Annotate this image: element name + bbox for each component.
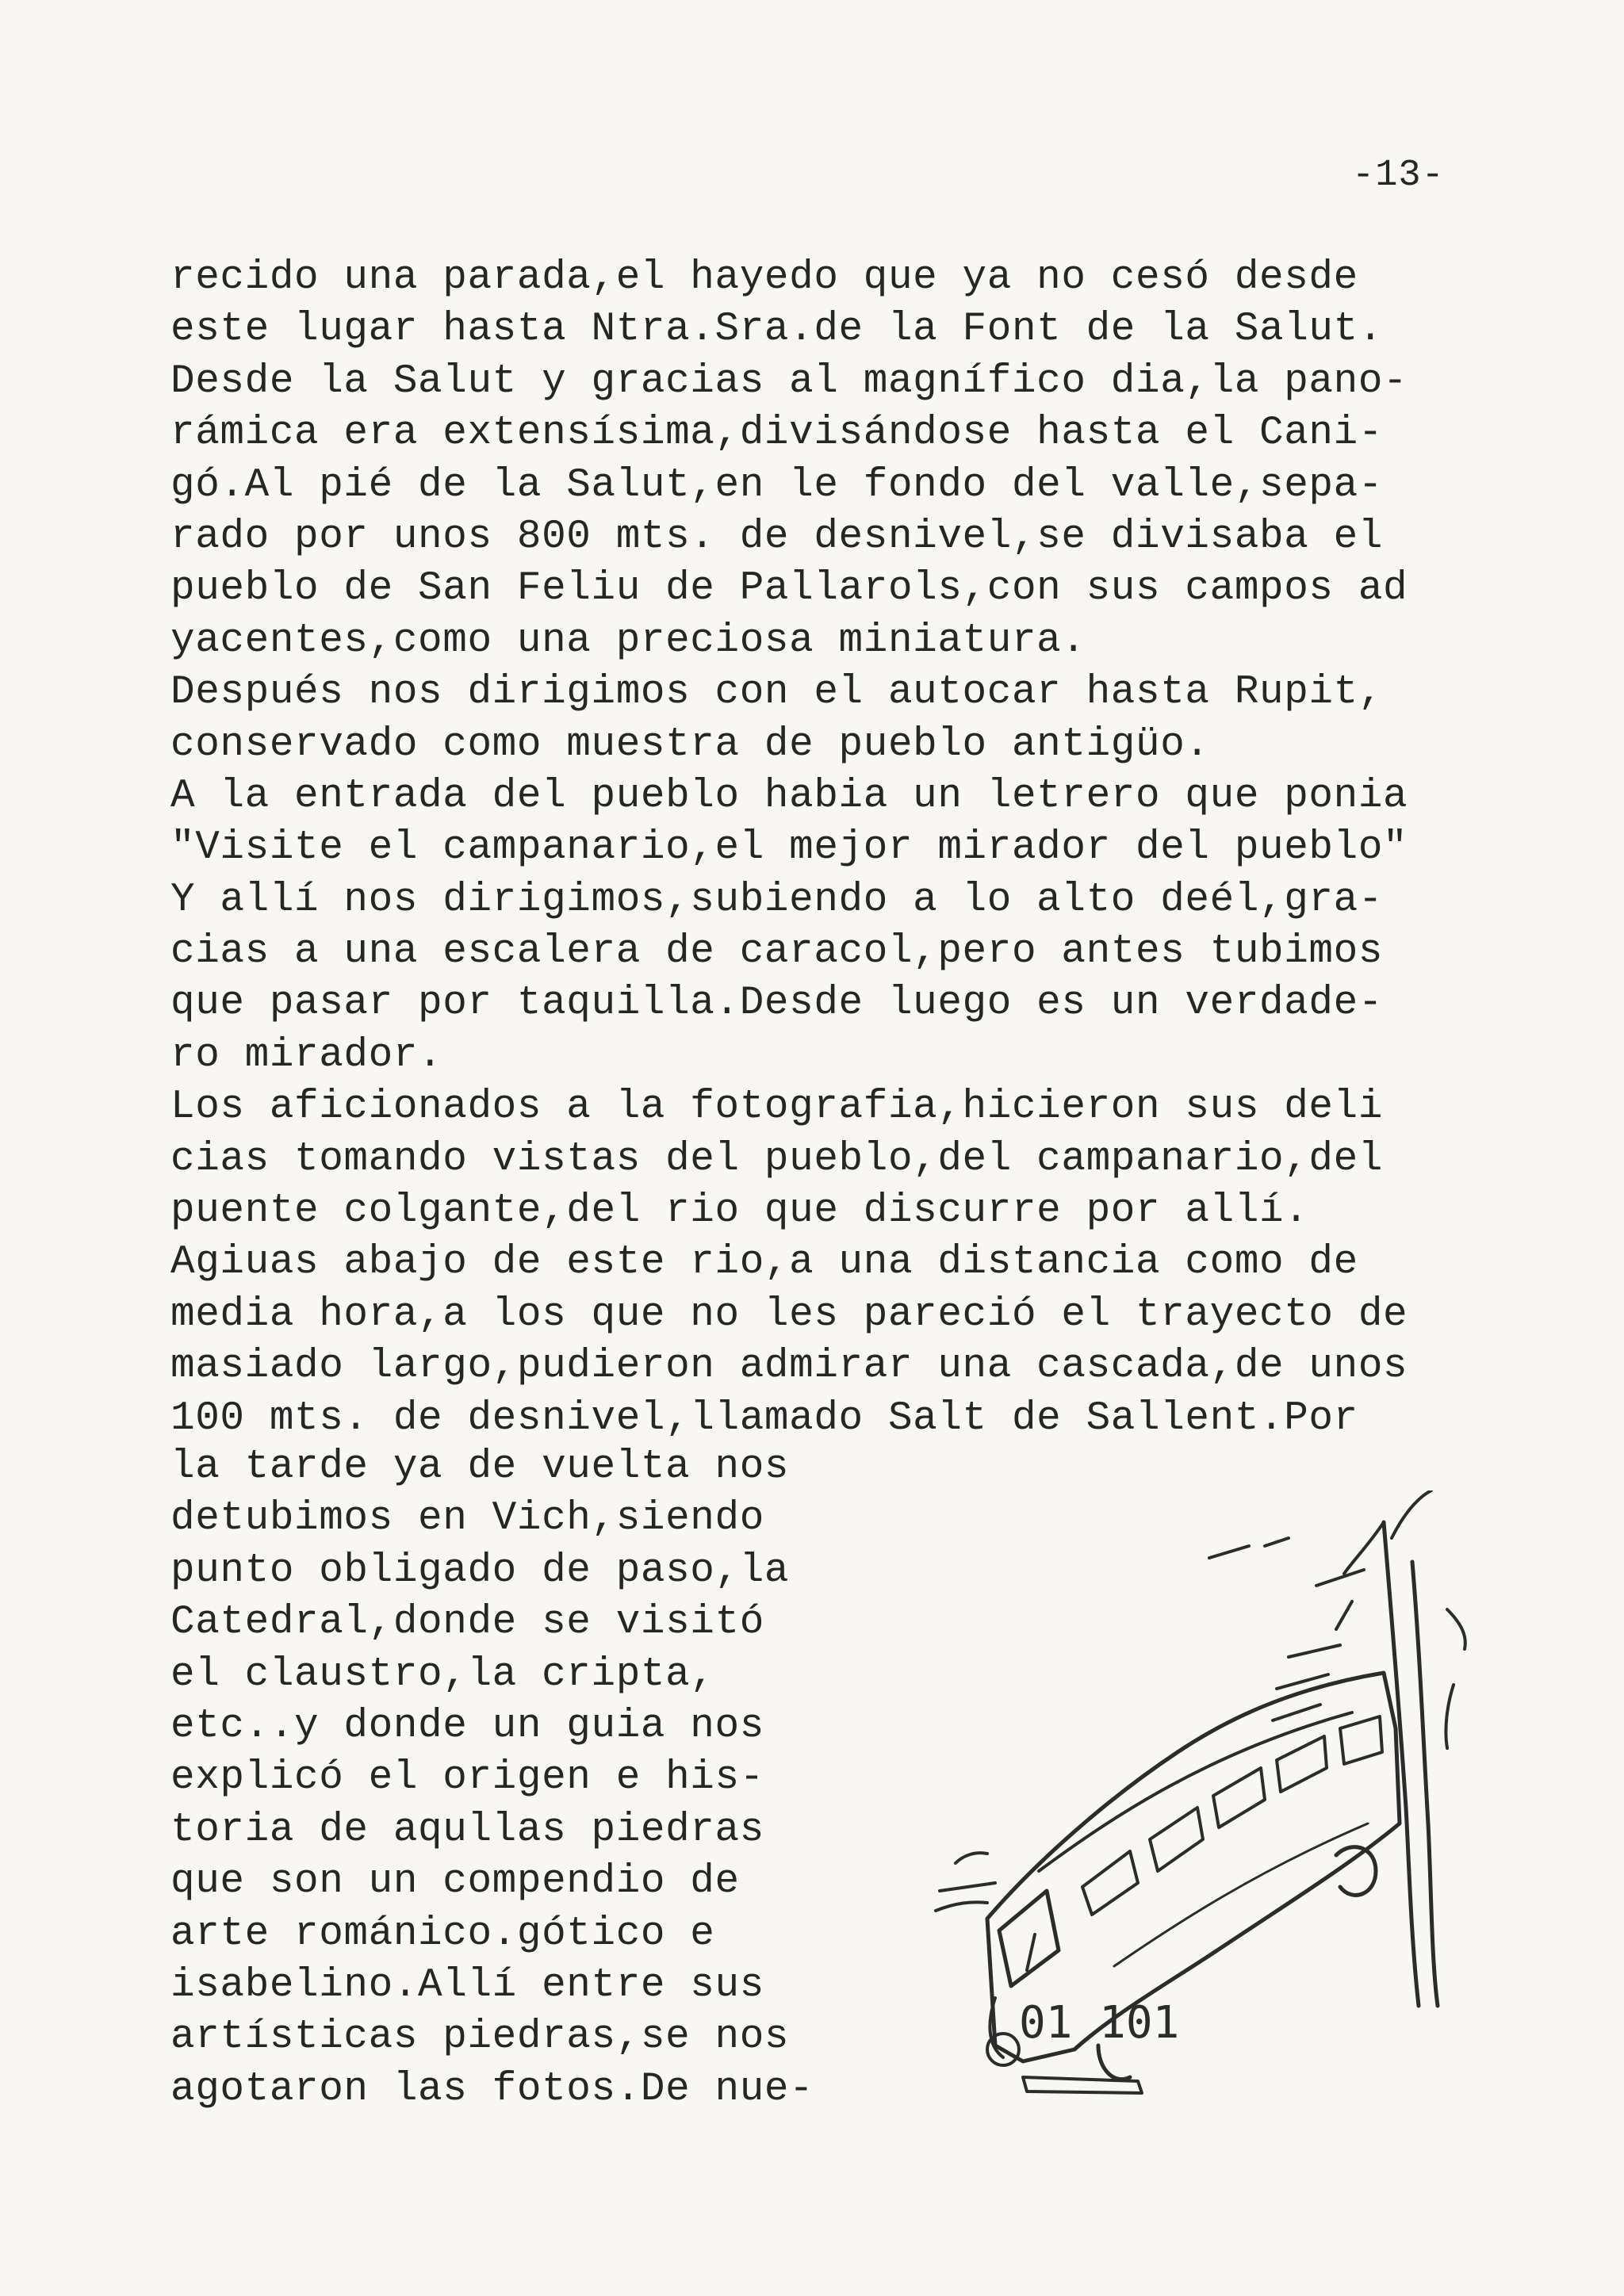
bus-illustration: [876, 1490, 1495, 2156]
text-line: que pasar por taquilla.Desde luego es un verdade-: [170, 981, 1384, 1027]
text-line: el claustro,la cripta,: [170, 1651, 715, 1697]
text-line: Y allí nos dirigimos,subiendo a lo alto deél,gra-: [170, 877, 1384, 923]
page-number: -13-: [1352, 155, 1445, 197]
svg-text:01 101: 01 101: [1019, 1997, 1180, 2049]
text-line: agotaron las fotos.De nue-: [170, 2066, 814, 2112]
text-line: detubimos en Vich,siendo: [170, 1496, 764, 1542]
text-line: etc..y donde un guia nos: [170, 1703, 764, 1749]
text-line: yacentes,como una preciosa miniatura.: [170, 618, 1086, 664]
text-line: ro mirador.: [170, 1032, 443, 1078]
text-line: pueblo de San Feliu de Pallarols,con sus campos ad: [170, 566, 1408, 612]
text-line: puente colgante,del rio que discurre por allí.: [170, 1188, 1309, 1234]
text-line: rámica era extensísima,divisándose hasta el Cani-: [170, 411, 1384, 457]
text-line: gó.Al pié de la Salut,en le fondo del valle,sepa-: [170, 462, 1384, 508]
text-line: arte románico.gótico e: [170, 1911, 715, 1957]
text-line: Desde la Salut y gracias al magnífico dia,la pano-: [170, 358, 1408, 404]
text-line: cias a una escalera de caracol,pero antes tubimos: [170, 929, 1384, 975]
text-line: este lugar hasta Ntra.Sra.de la Font de la Salut.: [170, 307, 1384, 353]
text-line: 100 mts. de desnivel,llamado Salt de Sallent.Por: [170, 1395, 1358, 1441]
text-line: punto obligado de paso,la: [170, 1548, 790, 1594]
text-line: A la entrada del pueblo habia un letrero que ponia: [170, 773, 1408, 819]
body-text-wrapped: [170, 1441, 900, 2115]
text-line: recido una parada,el hayedo que ya no cesó desde: [170, 255, 1358, 300]
text-line: conservado como muestra de pueblo antigüo.: [170, 721, 1210, 767]
text-line: explicó el origen e his-: [170, 1755, 764, 1801]
text-line: toria de aqullas piedras: [170, 1807, 764, 1853]
text-line: artísticas piedras,se nos: [170, 2015, 790, 2061]
text-line: Después nos dirigimos con el autocar hasta Rupit,: [170, 670, 1384, 716]
body-text-full-width: [170, 252, 1519, 1445]
text-line: que son un compendio de: [170, 1859, 740, 1905]
text-line: isabelino.Allí entre sus: [170, 1962, 764, 2008]
text-line: la tarde ya de vuelta nos: [170, 1445, 790, 1490]
text-line: Catedral,donde se visitó: [170, 1600, 764, 1646]
text-line: Agiuas abajo de este rio,a una distancia como de: [170, 1240, 1358, 1286]
text-line: cias tomando vistas del pueblo,del campanario,del: [170, 1136, 1384, 1182]
text-line: "Visite el campanario,el mejor mirador del pueblo": [170, 825, 1408, 871]
text-line: Los aficionados a la fotografia,hicieron sus deli: [170, 1085, 1384, 1131]
text-line: masiado largo,pudieron admirar una cascada,de unos: [170, 1344, 1408, 1390]
text-line: rado por unos 800 mts. de desnivel,se divisaba el: [170, 514, 1384, 560]
text-line: media hora,a los que no les pareció el trayecto de: [170, 1292, 1408, 1337]
bus-sketch-icon: [876, 1490, 1495, 2156]
